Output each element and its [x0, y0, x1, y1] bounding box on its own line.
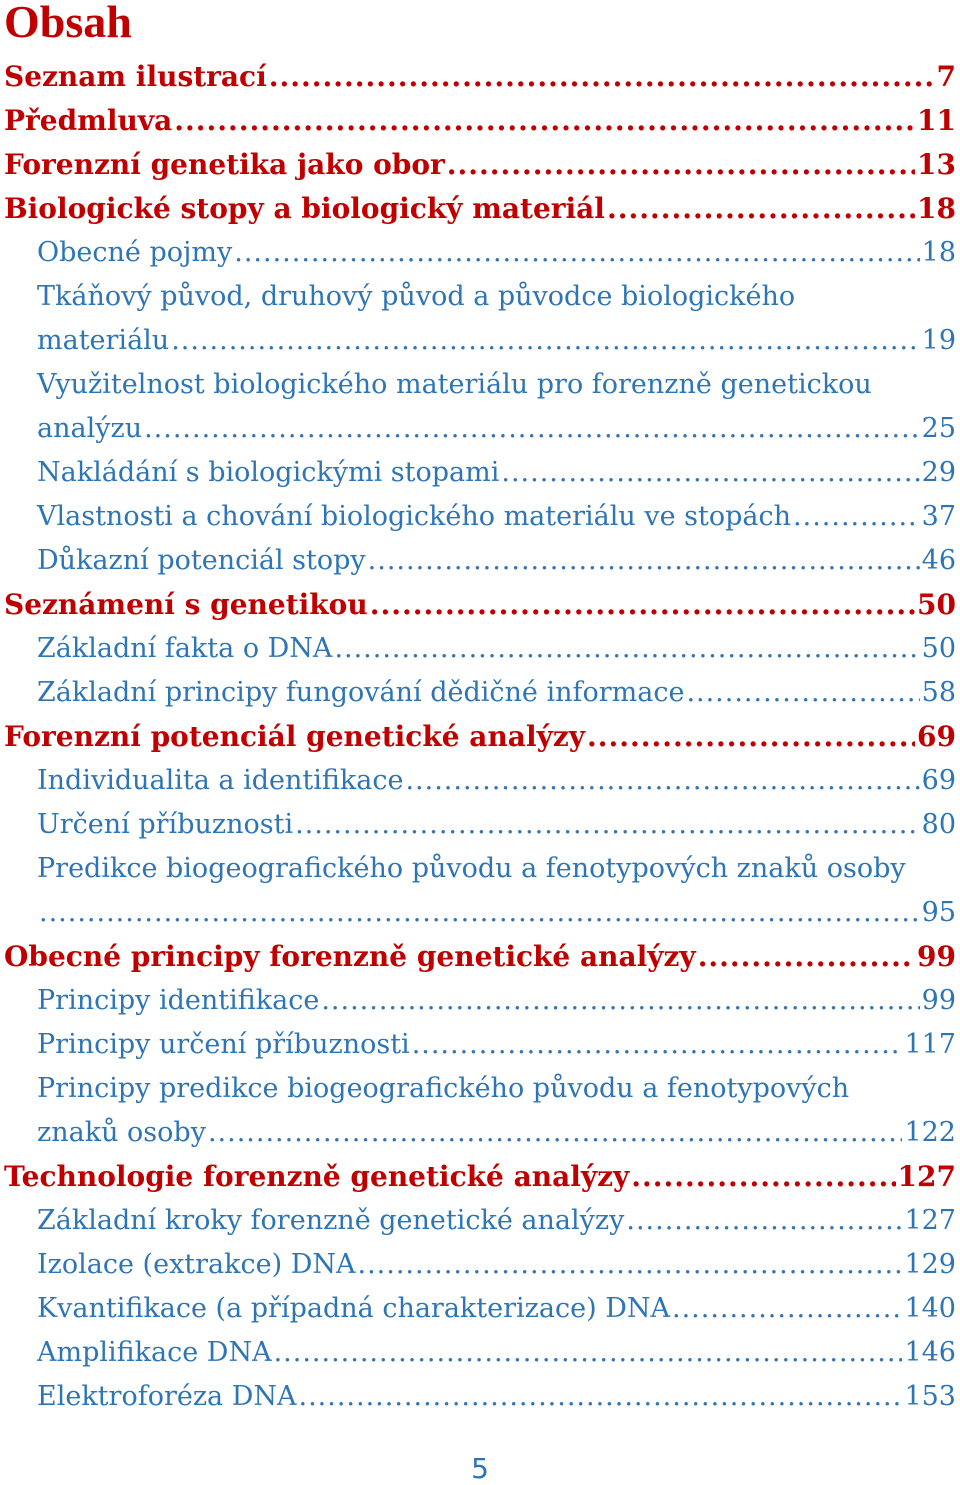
toc-entry-page-number: 99: [917, 940, 956, 973]
toc-chapter-entry[interactable]: [0, 99, 956, 143]
toc-entry-row: [37, 1287, 956, 1331]
toc-entry-row: [37, 319, 956, 363]
toc-section-entry[interactable]: [0, 1331, 956, 1375]
toc-entry-page-number: 18: [921, 237, 956, 268]
toc-entry-page-number: 58: [921, 677, 956, 708]
toc-entry-label: Obecné pojmy: [37, 237, 233, 268]
toc-entry-page-number: 140: [904, 1293, 956, 1324]
toc-entry-row: [4, 55, 956, 99]
toc-entry-label: analýzu: [37, 413, 143, 444]
toc-entry-page-number: 25: [921, 413, 956, 444]
dot-leader: [698, 935, 915, 979]
toc-entry-row: [37, 627, 956, 671]
toc-chapter-entry[interactable]: [0, 55, 956, 99]
toc-entry-row: [37, 1199, 956, 1243]
toc-entry-label: znaků osoby: [37, 1117, 206, 1148]
toc-entry-row: [37, 803, 956, 847]
dot-leader: [299, 1375, 903, 1419]
toc-section-entry[interactable]: [0, 275, 956, 363]
toc-entry-label: Seznam ilustrací: [4, 60, 267, 93]
dot-leader: [672, 1287, 902, 1331]
toc-chapter-entry[interactable]: [0, 187, 956, 231]
toc-entry-page-number: 127: [904, 1205, 956, 1236]
toc-entry-label: Technologie forenzně genetické analýzy: [4, 1160, 630, 1193]
toc-entry-label: Kvantifikace (a případná charakterizace) DNA: [37, 1293, 670, 1324]
toc-entry-label-line: Využitelnost biologického materiálu pro forenzně genetickou: [37, 369, 872, 400]
toc-entry-label: Seznámení s genetikou: [4, 588, 368, 621]
toc-entry-page-number: 127: [897, 1160, 956, 1193]
toc-chapter-entry[interactable]: [0, 143, 956, 187]
dot-leader: [274, 1331, 903, 1375]
toc-entry-row: [4, 1155, 956, 1199]
toc-section-entry[interactable]: [0, 671, 956, 715]
toc-entry-page-number: 11: [917, 104, 956, 137]
toc-section-entry[interactable]: [0, 1287, 956, 1331]
toc-entry-page-number: 29: [921, 457, 956, 488]
toc-entry-label-line: Tkáňový původ, druhový původ a původce biologického: [37, 281, 796, 312]
toc-entry-page-number: 122: [904, 1117, 956, 1148]
toc-chapter-entry[interactable]: [0, 935, 956, 979]
dot-leader: [269, 55, 935, 99]
toc-entry-page-number: 50: [917, 588, 956, 621]
toc-entry-label-line: Predikce biogeografického původu a fenotypových znaků osoby: [37, 853, 906, 884]
toc-section-entry[interactable]: [0, 495, 956, 539]
toc-entry-row: [37, 759, 956, 803]
toc-entry-page-number: 13: [917, 148, 956, 181]
toc-section-entry[interactable]: [0, 539, 956, 583]
toc-entry-row: [4, 187, 956, 231]
toc-section-entry[interactable]: [0, 847, 956, 935]
toc-entry-label: Izolace (extrakce) DNA: [37, 1249, 356, 1280]
dot-leader: [144, 407, 920, 451]
dot-leader: [368, 539, 920, 583]
toc-entry-label: Nakládání s biologickými stopami: [37, 457, 500, 488]
dot-leader: [334, 627, 919, 671]
toc-entry-row: [37, 451, 956, 495]
toc-entry-page-number: 46: [921, 545, 956, 576]
toc-section-entry[interactable]: [0, 1067, 956, 1155]
dot-leader: [208, 1111, 903, 1155]
dot-leader: [447, 143, 915, 187]
toc-section-entry[interactable]: [0, 803, 956, 847]
dot-leader: [234, 231, 919, 275]
toc-entry-label: Principy určení příbuznosti: [37, 1029, 410, 1060]
toc-section-entry[interactable]: [0, 759, 956, 803]
toc-entry-row: [37, 979, 956, 1023]
toc-entry-label: Amplifikace DNA: [37, 1337, 272, 1368]
toc-entry-label: Vlastnosti a chování biologického materiálu ve stopách: [37, 501, 792, 532]
toc-entry-label: Důkazní potenciál stopy: [37, 545, 366, 576]
toc-entry-page-number: 99: [921, 985, 956, 1016]
toc-entry-page-number: 153: [904, 1381, 956, 1412]
table-of-contents: [0, 55, 956, 1419]
dot-leader: [686, 671, 919, 715]
toc-entry-label: Elektroforéza DNA: [37, 1381, 297, 1412]
toc-entry-label: Obecné principy forenzně genetické analýzy: [4, 940, 696, 973]
toc-entry-page-number: 69: [917, 720, 956, 753]
toc-entry-page-number: 69: [921, 765, 956, 796]
toc-entry-label: Základní kroky forenzně genetické analýzy: [37, 1205, 625, 1236]
toc-section-entry[interactable]: [0, 1199, 956, 1243]
dot-leader: [412, 1023, 903, 1067]
toc-section-entry[interactable]: [0, 363, 956, 451]
dot-leader: [171, 319, 919, 363]
toc-entry-page-number: 95: [921, 897, 956, 928]
dot-leader: [174, 99, 915, 143]
toc-entry-page-number: 7: [936, 60, 956, 93]
toc-entry-row: [37, 231, 956, 275]
toc-section-entry[interactable]: [0, 1243, 956, 1287]
toc-entry-label: Forenzní genetika jako obor: [4, 148, 445, 181]
page-title: Obsah: [4, 0, 132, 47]
toc-entry-row: [37, 1111, 956, 1155]
toc-entry-row: [37, 1023, 956, 1067]
dot-leader: [607, 187, 915, 231]
toc-entry-label-line: Principy predikce biogeografického původu a fenotypových: [37, 1073, 850, 1104]
toc-entry-row: [4, 99, 956, 143]
toc-section-entry[interactable]: [0, 231, 956, 275]
dot-leader: [631, 1155, 895, 1199]
toc-entry-label: Základní fakta o DNA: [37, 633, 333, 664]
toc-entry-label: Forenzní potenciál genetické analýzy: [4, 720, 586, 753]
dot-leader: [321, 979, 919, 1023]
dot-leader: [295, 803, 920, 847]
toc-entry-page-number: 37: [921, 501, 956, 532]
dot-leader: [39, 891, 920, 935]
toc-section-entry[interactable]: [0, 979, 956, 1023]
toc-entry-page-number: 50: [921, 633, 956, 664]
dot-leader: [358, 1243, 903, 1287]
toc-entry-row: [4, 715, 956, 759]
toc-entry-page-number: 19: [921, 325, 956, 356]
toc-section-entry[interactable]: [0, 1375, 956, 1419]
toc-entry-page-number: 129: [904, 1249, 956, 1280]
dot-leader: [405, 759, 919, 803]
toc-entry-label: Základní principy fungování dědičné informace: [37, 677, 685, 708]
toc-entry-row: [37, 407, 956, 451]
dot-leader: [587, 715, 915, 759]
toc-entry-row: [37, 671, 956, 715]
toc-entry-row: [37, 1375, 956, 1419]
toc-section-entry[interactable]: [0, 627, 956, 671]
toc-chapter-entry[interactable]: [0, 715, 956, 759]
toc-entry-page-number: 146: [904, 1337, 956, 1368]
toc-entry-label: Biologické stopy a biologický materiál: [4, 192, 605, 225]
toc-entry-label: Principy identifikace: [37, 985, 320, 1016]
toc-entry-page-number: 18: [917, 192, 956, 225]
toc-entry-label: Předmluva: [4, 104, 173, 137]
toc-entry-row: [37, 539, 956, 583]
toc-entry-label: materiálu: [37, 325, 170, 356]
toc-entry-page-number: 117: [904, 1029, 956, 1060]
toc-entry-row: [4, 143, 956, 187]
toc-entry-label: Určení příbuznosti: [37, 809, 294, 840]
dot-leader: [793, 495, 920, 539]
toc-entry-row: [37, 495, 956, 539]
toc-chapter-entry[interactable]: [0, 583, 956, 627]
dot-leader: [626, 1199, 902, 1243]
toc-entry-page-number: 80: [921, 809, 956, 840]
toc-entry-row: [4, 583, 956, 627]
dot-leader: [370, 583, 915, 627]
toc-entry-row: [37, 1331, 956, 1375]
toc-entry-row: [37, 1243, 956, 1287]
page-number: 5: [471, 1452, 489, 1485]
dot-leader: [501, 451, 919, 495]
toc-entry-row: [37, 891, 956, 935]
toc-section-entry[interactable]: [0, 1023, 956, 1067]
toc-entry-row: [4, 935, 956, 979]
toc-chapter-entry[interactable]: [0, 1155, 956, 1199]
toc-entry-label: Individualita a identifikace: [37, 765, 404, 796]
toc-section-entry[interactable]: [0, 451, 956, 495]
